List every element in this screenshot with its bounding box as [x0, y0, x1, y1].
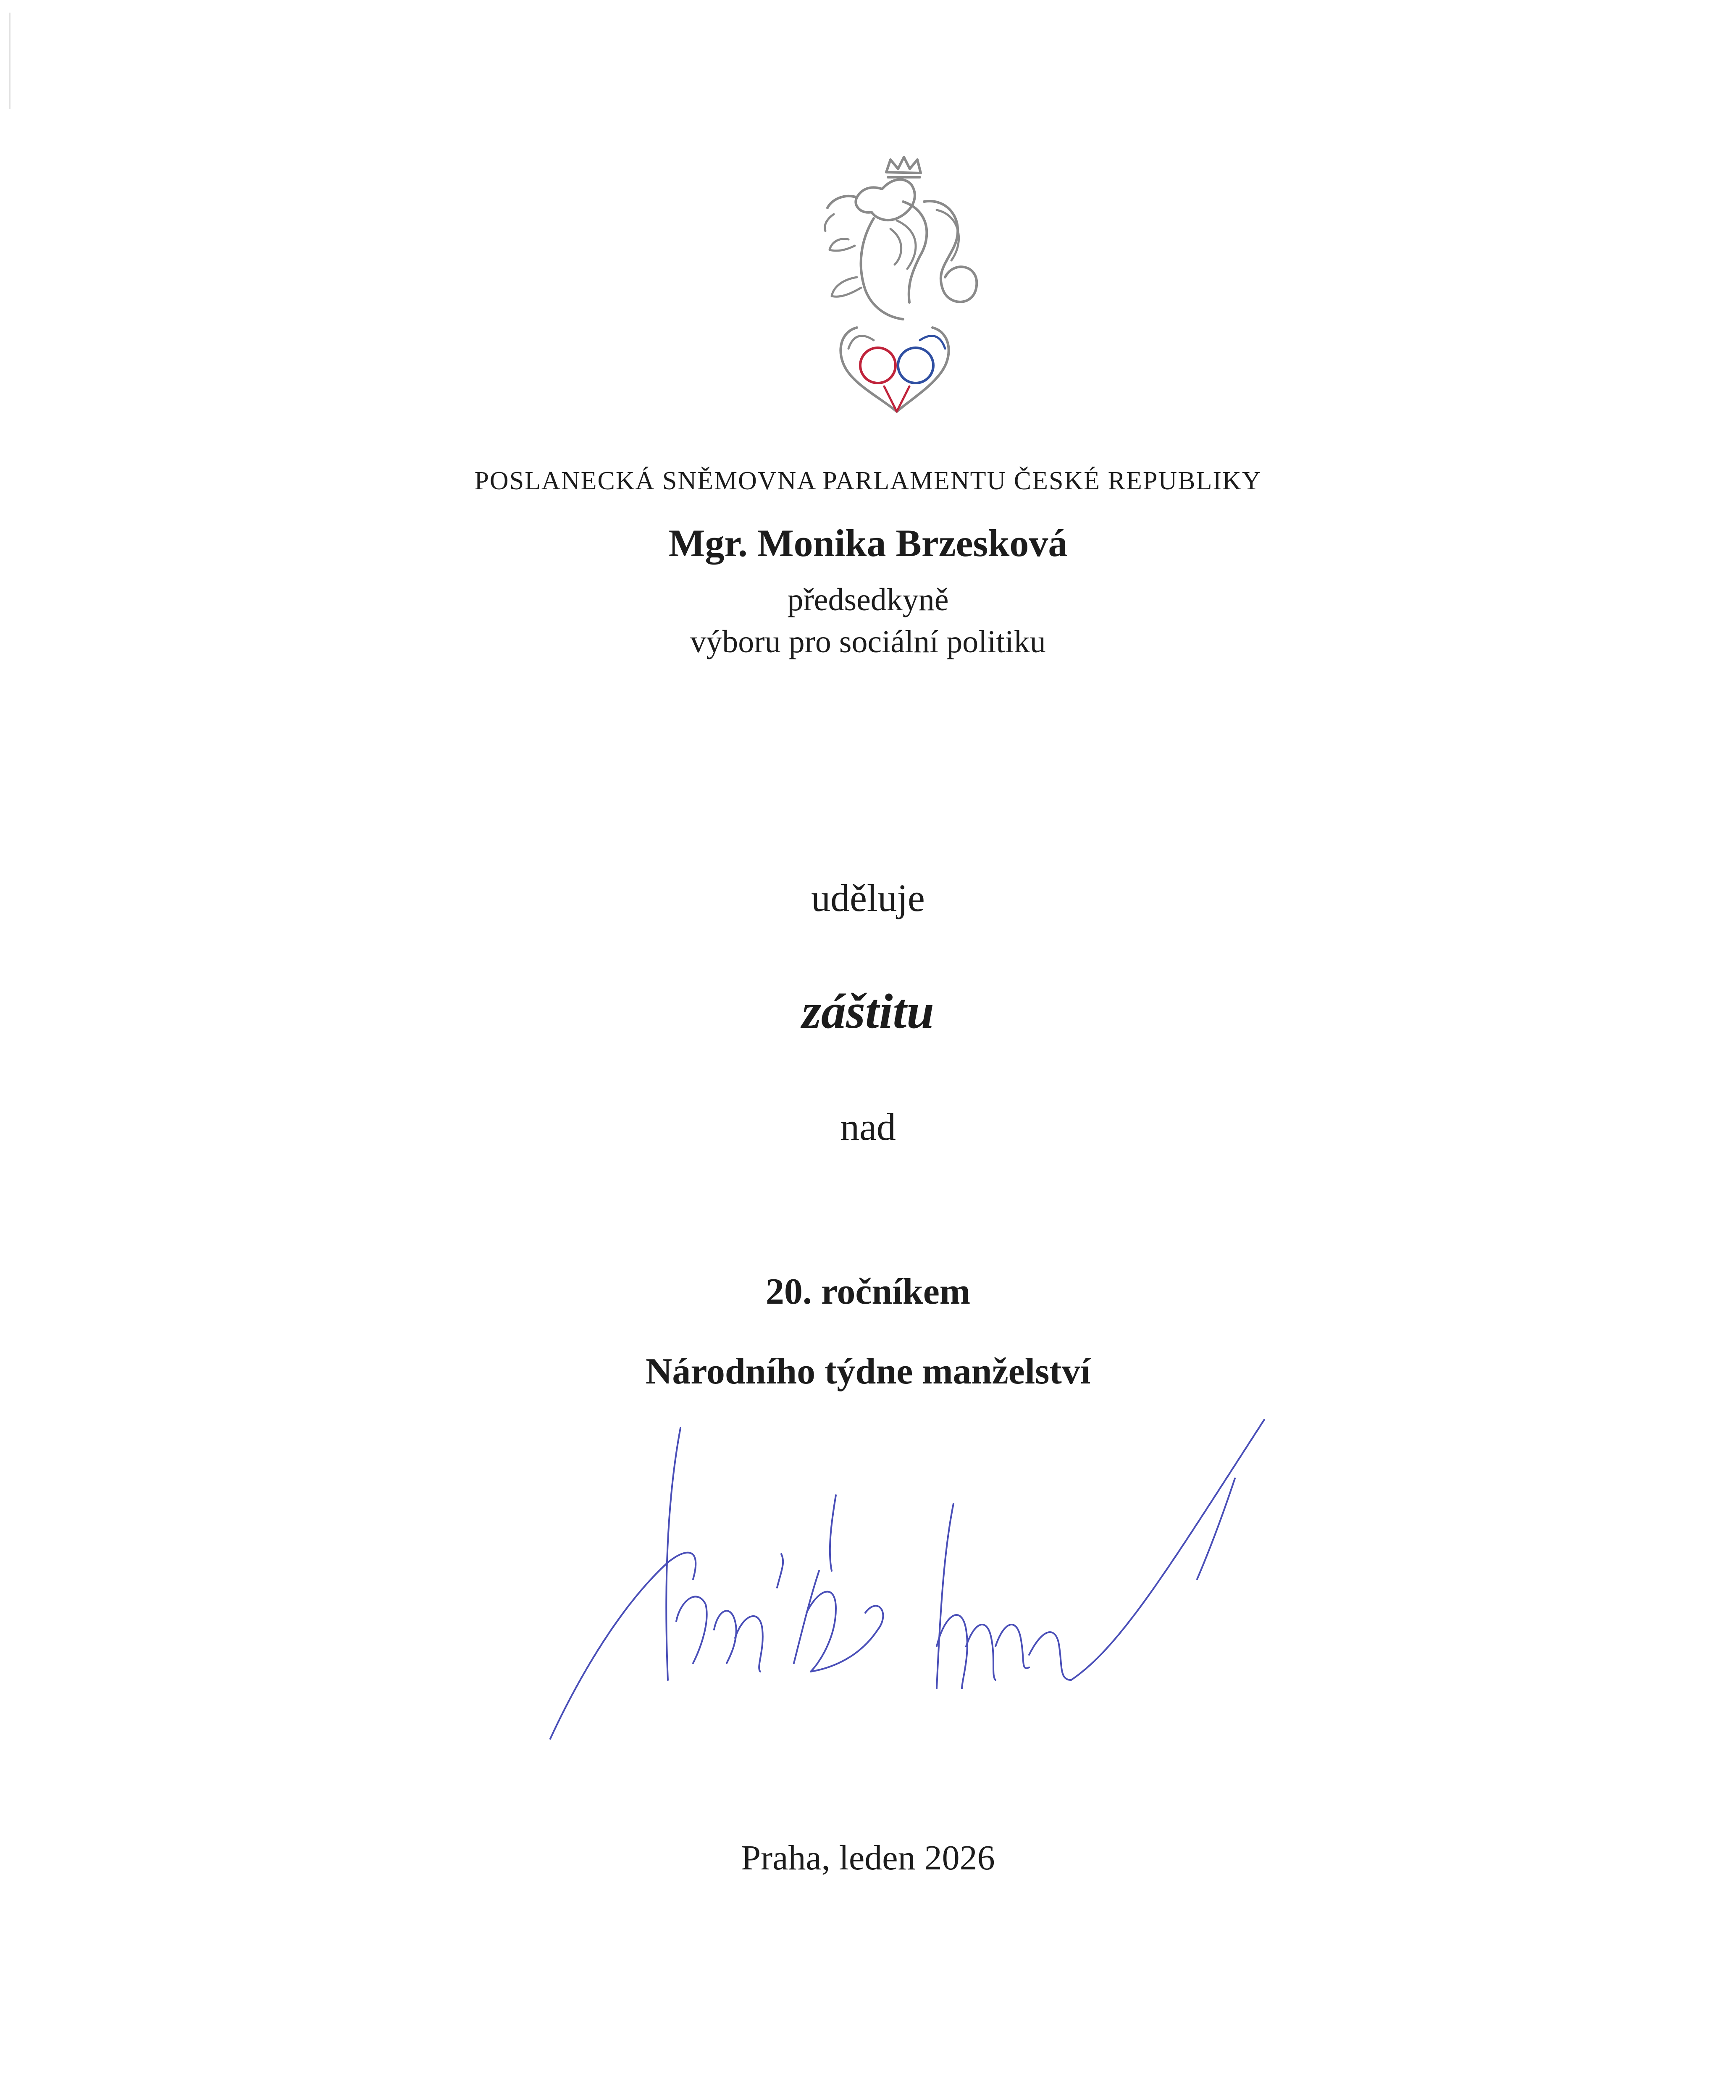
place-and-date: Praha, leden 2026 — [741, 1838, 995, 1877]
handwritten-signature — [542, 1411, 1306, 1747]
grants-text: uděluje — [811, 877, 925, 919]
over-text: nad — [840, 1105, 896, 1148]
chamber-title: POSLANECKÁ SNĚMOVNA PARLAMENTU ČESKÉ REPUBLIKY — [474, 467, 1262, 495]
patronage-heading: záštitu — [802, 984, 934, 1039]
committee-name: výboru pro sociální politiku — [690, 624, 1046, 659]
official-role: předsedkyně — [787, 582, 949, 617]
scan-edge-mark — [9, 13, 11, 109]
czech-lion-icon — [798, 151, 995, 420]
event-name: Národního týdne manželství — [645, 1351, 1091, 1392]
official-name: Mgr. Monika Brzesková — [668, 522, 1068, 564]
edition-text: 20. ročníkem — [765, 1271, 971, 1312]
